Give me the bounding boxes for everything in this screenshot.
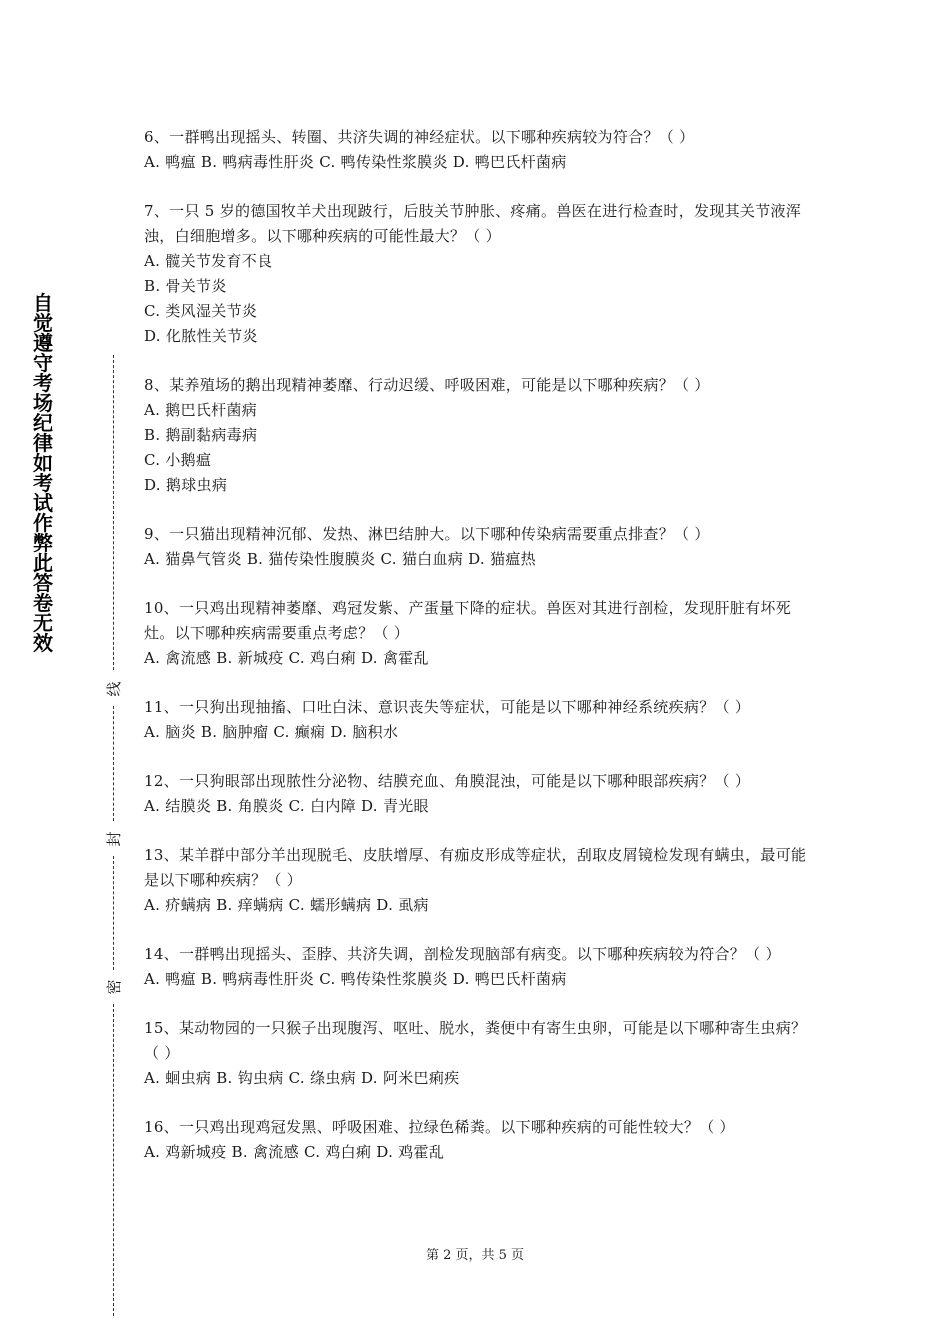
question-text: 9、一只猫出现精神沉郁、发热、淋巴结肿大。以下哪种传染病需要重点排查？（ ）: [144, 525, 710, 543]
option-c: C. 类风湿关节炎: [144, 302, 258, 320]
seal-line-segment: [113, 1004, 114, 1316]
question-options: A. 鸭瘟 B. 鸭病毒性肝炎 C. 鸭传染性浆膜炎 D. 鸭巴氏杆菌病: [144, 970, 567, 988]
question-11: [144, 695, 810, 745]
question-7: [144, 199, 810, 349]
option-b: B. 骨关节炎: [144, 277, 227, 295]
question-options: A. 禽流感 B. 新城疫 C. 鸡白痢 D. 禽霍乱: [144, 649, 429, 667]
exam-discipline-notice: 自觉遵守考场纪律如考试作弊此答卷无效: [33, 291, 53, 655]
option-a: A. 鹅巴氏杆菌病: [144, 401, 258, 419]
question-8: [144, 373, 810, 498]
option-a: A. 髋关节发育不良: [144, 252, 273, 270]
question-options: A. 蛔虫病 B. 钩虫病 C. 绦虫病 D. 阿米巴痢疾: [144, 1069, 460, 1087]
question-15: [144, 1016, 810, 1091]
question-text: 7、一只 5 岁的德国牧羊犬出现跛行，后肢关节肿胀、疼痛。兽医在进行检查时，发现其关节液浑浊，白细胞增多。以下哪种疾病的可能性最大？（ ）: [144, 202, 802, 245]
question-options: A. 疥螨病 B. 痒螨病 C. 蠕形螨病 D. 虱病: [144, 896, 429, 914]
question-text: 13、某羊群中部分羊出现脱毛、皮肤增厚、有痂皮形成等症状，刮取皮屑镜检发现有螨虫，最可能是以下哪种疾病？（ ）: [144, 846, 807, 889]
seal-mark-seal: 封: [105, 831, 123, 847]
option-c: C. 小鹅瘟: [144, 451, 212, 469]
seal-line-segment: [113, 706, 114, 821]
question-options: [144, 398, 810, 498]
page-number: 第 2 页，共 5 页: [425, 1248, 525, 1263]
seal-mark-line: 线: [105, 681, 123, 697]
question-6: [144, 125, 810, 175]
question-13: [144, 843, 810, 918]
question-options: A. 结膜炎 B. 角膜炎 C. 白内障 D. 青光眼: [144, 797, 429, 815]
seal-line-segment: [113, 355, 114, 670]
question-options: A. 鸡新城疫 B. 禽流感 C. 鸡白痢 D. 鸡霍乱: [144, 1143, 445, 1161]
question-10: [144, 596, 810, 671]
question-options: A. 脑炎 B. 脑肿瘤 C. 癫痫 D. 脑积水: [144, 723, 399, 741]
question-text: 6、一群鸭出现摇头、转圈、共济失调的神经症状。以下哪种疾病较为符合？（ ）: [144, 128, 695, 146]
question-list: [144, 125, 810, 1189]
question-text: 14、一群鸭出现摇头、歪脖、共济失调，剖检发现脑部有病变。以下哪种疾病较为符合？（ ）: [144, 945, 781, 963]
question-options: [144, 249, 810, 349]
seal-line-segment: [113, 856, 114, 970]
option-d: D. 鹅球虫病: [144, 476, 228, 494]
seal-mark-secret: 密: [105, 979, 123, 995]
question-text: 12、一只狗眼部出现脓性分泌物、结膜充血、角膜混浊，可能是以下哪种眼部疾病？（ ）: [144, 772, 751, 790]
question-options: A. 猫鼻气管炎 B. 猫传染性腹膜炎 C. 猫白血病 D. 猫瘟热: [144, 550, 536, 568]
question-14: [144, 942, 810, 992]
question-options: A. 鸭瘟 B. 鸭病毒性肝炎 C. 鸭传染性浆膜炎 D. 鸭巴氏杆菌病: [144, 153, 567, 171]
question-text: 16、一只鸡出现鸡冠发黑、呼吸困难、拉绿色稀粪。以下哪种疾病的可能性较大？（ ）: [144, 1118, 735, 1136]
option-d: D. 化脓性关节炎: [144, 327, 258, 345]
question-text: 10、一只鸡出现精神萎靡、鸡冠发紫、产蛋量下降的症状。兽医对其进行剖检，发现肝脏有坏死灶。以下哪种疾病需要重点考虑？（ ）: [144, 599, 791, 642]
question-text: 15、某动物园的一只猴子出现腹泻、呕吐、脱水，粪便中有寄生虫卵，可能是以下哪种寄生虫病？（ ）: [144, 1019, 807, 1062]
question-12: [144, 769, 810, 819]
question-text: 11、一只狗出现抽搐、口吐白沫、意识丧失等症状，可能是以下哪种神经系统疾病？（ ）: [144, 698, 751, 716]
option-b: B. 鹅副黏病毒病: [144, 426, 258, 444]
question-text: 8、某养殖场的鹅出现精神萎靡、行动迟缓、呼吸困难，可能是以下哪种疾病？（ ）: [144, 376, 710, 394]
question-9: [144, 522, 810, 572]
question-16: [144, 1115, 810, 1165]
